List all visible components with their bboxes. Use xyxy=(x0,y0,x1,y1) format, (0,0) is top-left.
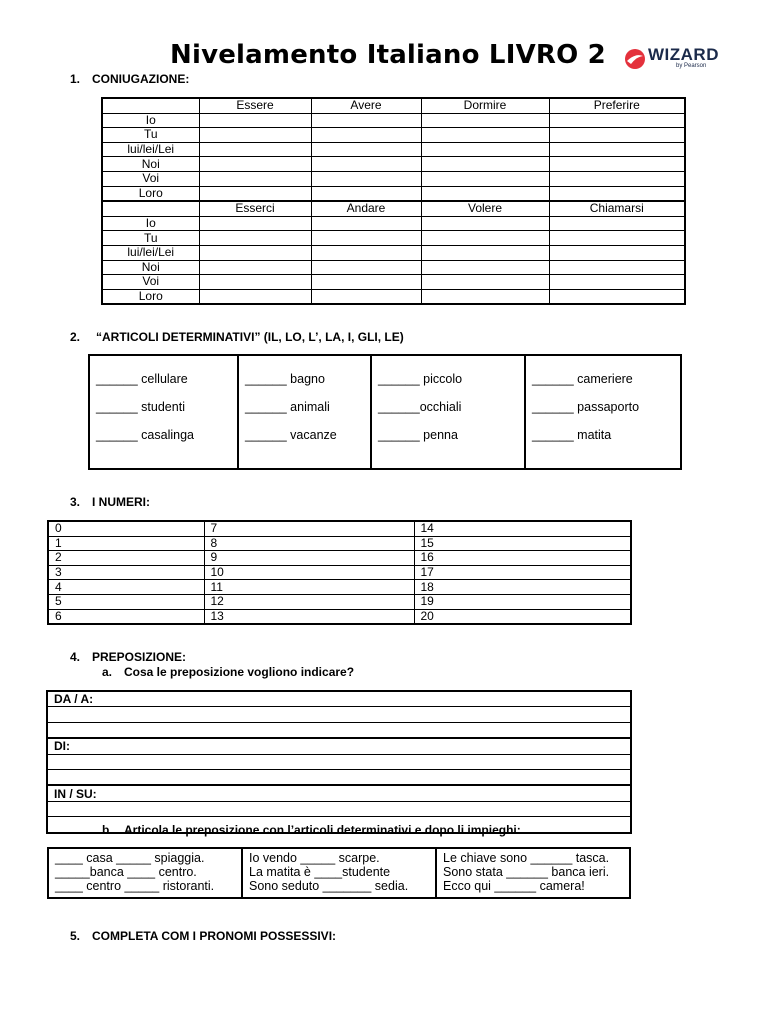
verb-header: Dormire xyxy=(421,98,549,113)
verb-header: Preferire xyxy=(549,98,685,113)
artprep-sentence[interactable]: Ecco qui ______ camera! xyxy=(443,879,585,893)
number-cell[interactable]: 12 xyxy=(204,594,414,609)
conjugation-corner-cell xyxy=(102,201,199,216)
logo-sub: by Pearson xyxy=(676,63,707,69)
article-exercise[interactable]: ______ casalinga xyxy=(96,428,194,442)
answer-cell[interactable] xyxy=(199,216,311,231)
conjugation-row xyxy=(102,113,685,128)
logo-brand: WIZARD xyxy=(648,45,719,64)
articles-column xyxy=(89,355,238,469)
numbers-row xyxy=(48,565,631,580)
preposition-answer-row xyxy=(47,707,631,722)
answer-cell[interactable] xyxy=(311,171,421,186)
number-cell[interactable]: 3 xyxy=(48,565,204,580)
prepositions-table xyxy=(46,690,632,834)
answer-cell[interactable] xyxy=(549,245,685,260)
article-exercise[interactable]: ______ piccolo xyxy=(378,372,463,386)
answer-cell[interactable] xyxy=(421,289,549,304)
numbers-row xyxy=(48,594,631,609)
number-cell[interactable]: 1 xyxy=(48,536,204,551)
section-4-heading: 4. PREPOSIZIONE: xyxy=(70,650,187,664)
conjugation-row xyxy=(102,128,685,143)
artprep-column xyxy=(436,848,630,898)
section-4a-heading: a. Cosa le preposizione vogliono indicare? xyxy=(102,665,355,679)
number-cell[interactable]: 13 xyxy=(204,609,414,624)
preposition-answer-row xyxy=(47,754,631,769)
conjugation-row xyxy=(102,289,685,304)
number-cell[interactable]: 6 xyxy=(48,609,204,624)
preposition-answer-cell[interactable] xyxy=(47,801,631,816)
preposition-answer-cell[interactable] xyxy=(47,769,631,785)
answer-cell[interactable] xyxy=(421,216,549,231)
article-exercise[interactable]: ______ cameriere xyxy=(532,372,633,386)
number-cell[interactable]: 19 xyxy=(414,594,631,609)
conjugation-row xyxy=(102,171,685,186)
answer-cell[interactable] xyxy=(549,289,685,304)
pronoun-cell: Io xyxy=(102,113,199,128)
artprep-sentence[interactable]: Le chiave sono ______ tasca. xyxy=(443,851,610,865)
preposition-label: DA / A: xyxy=(47,691,631,707)
answer-cell[interactable] xyxy=(421,171,549,186)
preposition-answer-row xyxy=(47,769,631,785)
articles-table xyxy=(88,354,682,470)
numbers-row xyxy=(48,580,631,595)
numbers-row xyxy=(48,609,631,624)
answer-cell[interactable] xyxy=(311,260,421,275)
artprep-column xyxy=(48,848,242,898)
answer-cell[interactable] xyxy=(421,245,549,260)
number-cell[interactable]: 17 xyxy=(414,565,631,580)
article-exercise[interactable]: ______ cellulare xyxy=(96,372,188,386)
conjugation-table xyxy=(101,97,686,305)
preposition-answer-cell[interactable] xyxy=(47,722,631,738)
pronoun-cell: lui/lei/Lei xyxy=(102,245,199,260)
number-cell[interactable]: 20 xyxy=(414,609,631,624)
preposition-label: IN / SU: xyxy=(47,785,631,801)
verb-header: Andare xyxy=(311,201,421,216)
pronoun-cell: Noi xyxy=(102,157,199,172)
conjugation-row xyxy=(102,142,685,157)
number-cell[interactable]: 11 xyxy=(204,580,414,595)
answer-cell[interactable] xyxy=(549,142,685,157)
conjugation-row xyxy=(102,186,685,201)
pronoun-cell: Loro xyxy=(102,289,199,304)
answer-cell[interactable] xyxy=(199,142,311,157)
article-exercise[interactable]: ______occhiali xyxy=(378,400,462,414)
answer-cell[interactable] xyxy=(311,128,421,143)
answer-cell[interactable] xyxy=(199,186,311,201)
pronoun-cell: Voi xyxy=(102,171,199,186)
article-exercise[interactable]: ______ passaporto xyxy=(532,400,640,414)
pronoun-cell: Io xyxy=(102,216,199,231)
answer-cell[interactable] xyxy=(549,157,685,172)
answer-cell[interactable] xyxy=(311,231,421,246)
article-exercise[interactable]: ______ studenti xyxy=(96,400,185,414)
answer-cell[interactable] xyxy=(311,113,421,128)
conjugation-corner-cell xyxy=(102,98,199,113)
preposition-answer-cell[interactable] xyxy=(47,754,631,769)
number-cell[interactable]: 2 xyxy=(48,551,204,566)
number-cell[interactable]: 9 xyxy=(204,551,414,566)
pronoun-cell: Loro xyxy=(102,186,199,201)
conjugation-row xyxy=(102,260,685,275)
article-exercise[interactable]: ______ animali xyxy=(245,400,330,414)
article-exercise[interactable]: ______ penna xyxy=(378,428,458,442)
conjugation-row xyxy=(102,275,685,290)
section-2-heading: 2. “ARTICOLI DETERMINATIVI” (IL, LO, L’, LA, I, GLI, LE) xyxy=(70,330,404,344)
answer-cell[interactable] xyxy=(311,186,421,201)
section-4b-heading: b. Articola le preposizione con l’articoli determinativi e dopo li impieghi: xyxy=(102,823,521,837)
answer-cell[interactable] xyxy=(549,171,685,186)
preposition-label: DI: xyxy=(47,738,631,754)
answer-cell[interactable] xyxy=(549,275,685,290)
section-3-heading: 3. I NUMERI: xyxy=(70,495,150,509)
verb-header: Esserci xyxy=(199,201,311,216)
pronoun-cell: Voi xyxy=(102,275,199,290)
answer-cell[interactable] xyxy=(199,260,311,275)
preposition-answer-row xyxy=(47,801,631,816)
artprep-sentence[interactable]: Io vendo _____ scarpe. xyxy=(249,851,380,865)
answer-cell[interactable] xyxy=(311,142,421,157)
conjugation-header-row xyxy=(102,201,685,216)
number-cell[interactable]: 16 xyxy=(414,551,631,566)
numbers-table xyxy=(47,520,632,625)
answer-cell[interactable] xyxy=(549,186,685,201)
answer-cell[interactable] xyxy=(421,231,549,246)
article-exercise[interactable]: ______ bagno xyxy=(245,372,325,386)
answer-cell[interactable] xyxy=(549,260,685,275)
answer-cell[interactable] xyxy=(549,231,685,246)
answer-cell[interactable] xyxy=(549,216,685,231)
answer-cell[interactable] xyxy=(199,171,311,186)
verb-header: Chiamarsi xyxy=(549,201,685,216)
article-exercise[interactable]: ______ vacanze xyxy=(245,428,337,442)
section-5-heading: 5. COMPLETA COM I PRONOMI POSSESSIVI: xyxy=(70,929,337,943)
answer-cell[interactable] xyxy=(199,113,311,128)
answer-cell[interactable] xyxy=(549,128,685,143)
answer-cell[interactable] xyxy=(199,128,311,143)
artprep-sentence[interactable]: _____banca ____ centro. xyxy=(55,865,197,879)
answer-cell[interactable] xyxy=(421,113,549,128)
answer-cell[interactable] xyxy=(199,275,311,290)
verb-header: Avere xyxy=(311,98,421,113)
preposition-label-row xyxy=(47,785,631,801)
pronoun-cell: Tu xyxy=(102,231,199,246)
article-exercise[interactable]: ______ matita xyxy=(532,428,612,442)
answer-cell[interactable] xyxy=(199,245,311,260)
verb-header: Essere xyxy=(199,98,311,113)
preposition-label-row xyxy=(47,691,631,707)
number-cell[interactable]: 18 xyxy=(414,580,631,595)
numbers-row xyxy=(48,551,631,566)
number-cell[interactable]: 4 xyxy=(48,580,204,595)
number-cell[interactable]: 5 xyxy=(48,594,204,609)
articles-column xyxy=(525,355,681,469)
article-preposition-table xyxy=(47,847,631,899)
conjugation-row xyxy=(102,245,685,260)
answer-cell[interactable] xyxy=(421,157,549,172)
artprep-sentence[interactable]: ____ casa _____ spiaggia. xyxy=(55,851,205,865)
verb-header: Volere xyxy=(421,201,549,216)
answer-cell[interactable] xyxy=(549,113,685,128)
artprep-sentence[interactable]: Sono stata ______ banca ieri. xyxy=(443,865,610,879)
pronoun-cell: lui/lei/Lei xyxy=(102,142,199,157)
number-cell[interactable]: 15 xyxy=(414,536,631,551)
number-cell[interactable]: 14 xyxy=(414,521,631,536)
wizard-logo xyxy=(624,44,724,74)
answer-cell[interactable] xyxy=(199,157,311,172)
conjugation-header-row xyxy=(102,98,685,113)
conjugation-row xyxy=(102,157,685,172)
answer-cell[interactable] xyxy=(199,289,311,304)
preposition-answer-row xyxy=(47,722,631,738)
conjugation-row xyxy=(102,216,685,231)
number-cell[interactable]: 7 xyxy=(204,521,414,536)
answer-cell[interactable] xyxy=(421,275,549,290)
wizard-swoosh-icon xyxy=(624,48,646,70)
artprep-sentence[interactable]: ____ centro _____ ristoranti. xyxy=(55,879,215,893)
section-1-heading: 1. CONIUGAZIONE: xyxy=(70,72,190,86)
answer-cell[interactable] xyxy=(311,289,421,304)
pronoun-cell: Noi xyxy=(102,260,199,275)
number-cell[interactable]: 8 xyxy=(204,536,414,551)
preposition-answer-cell[interactable] xyxy=(47,707,631,722)
answer-cell[interactable] xyxy=(311,216,421,231)
pronoun-cell: Tu xyxy=(102,128,199,143)
answer-cell[interactable] xyxy=(311,275,421,290)
articles-column xyxy=(371,355,525,469)
artprep-sentence[interactable]: La matita è ____studente xyxy=(249,865,391,879)
answer-cell[interactable] xyxy=(421,142,549,157)
answer-cell[interactable] xyxy=(421,186,549,201)
answer-cell[interactable] xyxy=(421,128,549,143)
page-title: Nivelamento Italiano LIVRO 2 xyxy=(170,40,606,70)
number-cell[interactable]: 10 xyxy=(204,565,414,580)
answer-cell[interactable] xyxy=(311,157,421,172)
articles-column xyxy=(238,355,371,469)
numbers-row xyxy=(48,536,631,551)
preposition-label-row xyxy=(47,738,631,754)
numbers-row xyxy=(48,521,631,536)
number-cell[interactable]: 0 xyxy=(48,521,204,536)
answer-cell[interactable] xyxy=(311,245,421,260)
artprep-column xyxy=(242,848,436,898)
conjugation-row xyxy=(102,231,685,246)
artprep-sentence[interactable]: Sono seduto _______ sedia. xyxy=(249,879,409,893)
answer-cell[interactable] xyxy=(199,231,311,246)
answer-cell[interactable] xyxy=(421,260,549,275)
